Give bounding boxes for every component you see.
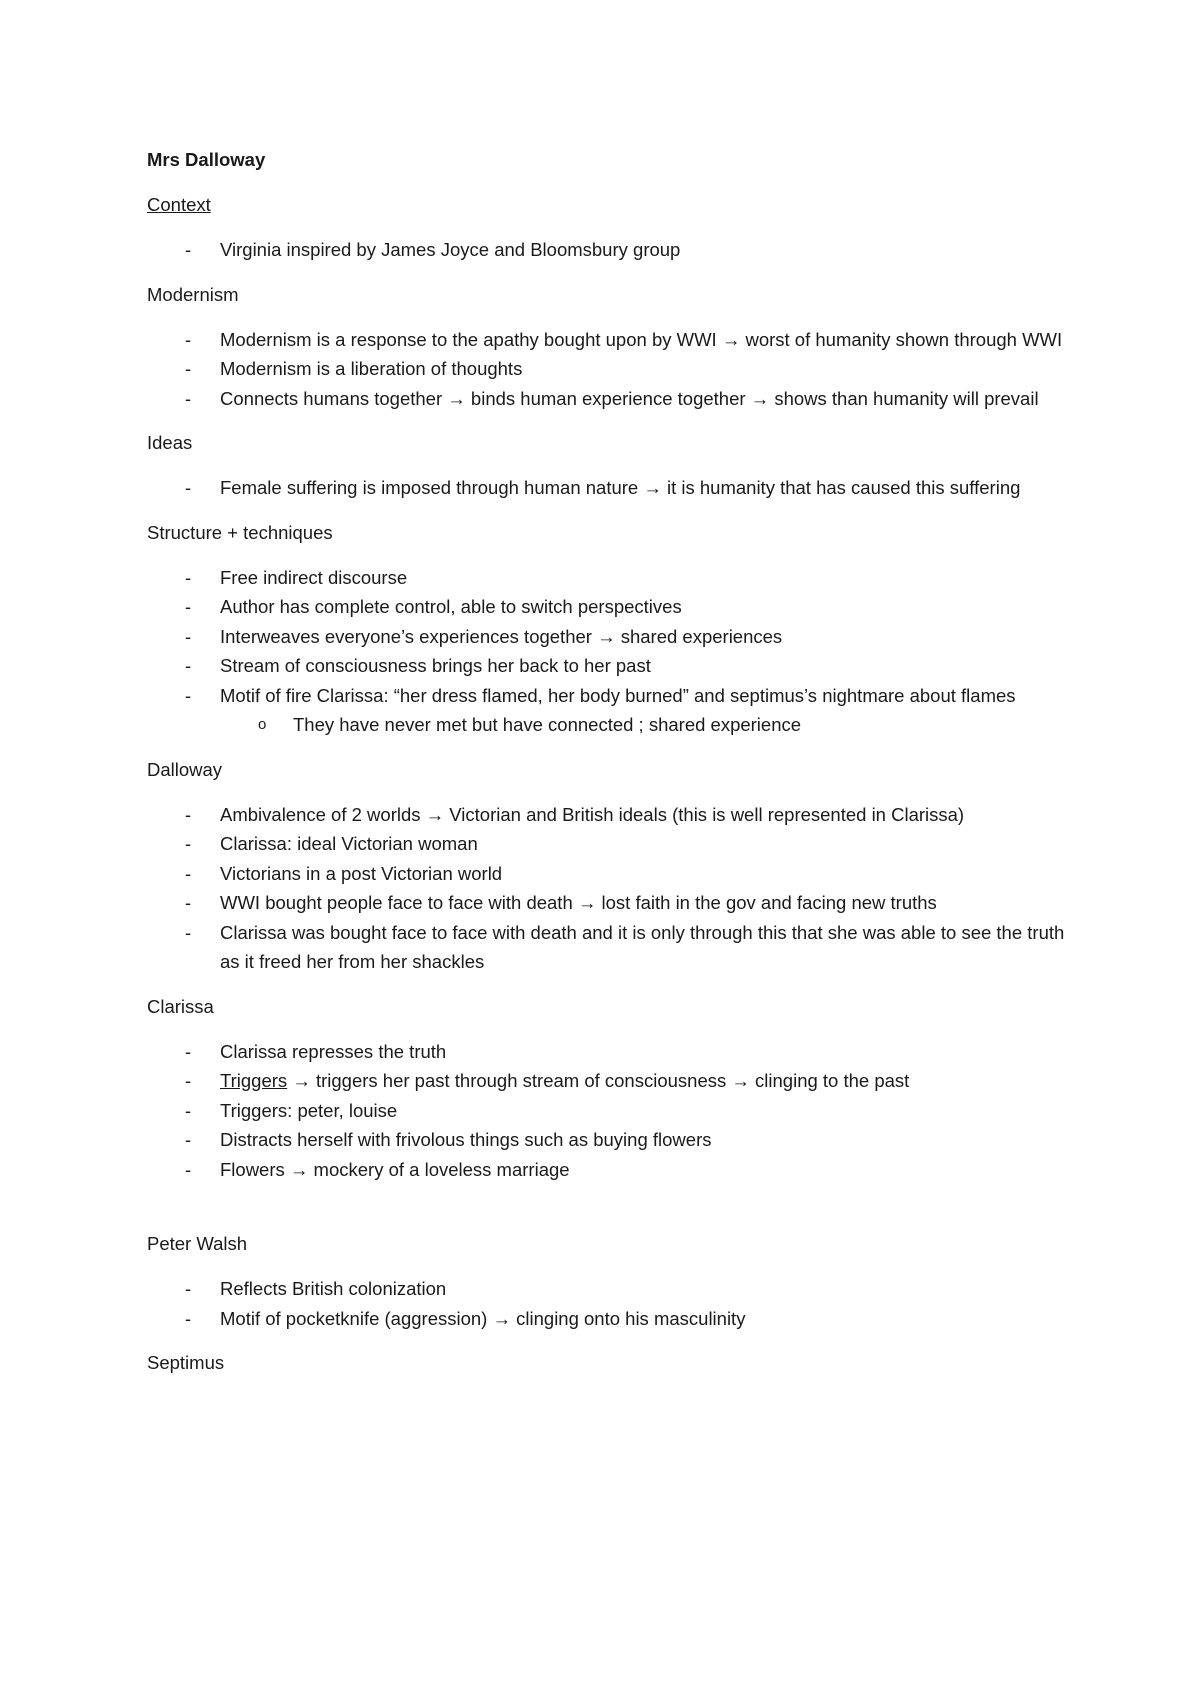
dash-bullet: - (185, 1040, 192, 1062)
dalloway-list (147, 800, 1067, 977)
document-body (147, 145, 1067, 1393)
sub-list (220, 710, 1067, 740)
dash-bullet: - (185, 328, 192, 350)
arrow-icon: → (750, 387, 770, 409)
arrow-icon: → (597, 625, 616, 647)
list-item: - Connects humans together → binds human experience together → shows than humanity will prevail (147, 384, 1067, 414)
dash-bullet: - (185, 921, 192, 943)
dash-bullet: - (185, 1278, 192, 1299)
dash-bullet: - (185, 239, 192, 260)
list-item: - Stream of consciousness brings her back to her past (147, 651, 1067, 681)
dash-bullet: - (185, 1158, 192, 1180)
peter-walsh-list (147, 1274, 1067, 1333)
section-heading-modernism: Modernism (147, 283, 239, 305)
section-heading-ideas: Ideas (147, 432, 193, 453)
list-item: - Triggers → triggers her past through stream of consciousness → clinging to the past (147, 1066, 1067, 1096)
section-heading-dalloway: Dalloway (147, 758, 223, 780)
list-item: - Triggers: peter, louise (147, 1096, 1067, 1126)
section-heading-context: Context (147, 194, 211, 215)
list-item: - WWI bought people face to face with death → lost faith in the gov and facing new truths (147, 888, 1067, 918)
dash-bullet: - (185, 684, 192, 706)
dash-bullet: - (185, 862, 192, 884)
list-item: - Ambivalence of 2 worlds → Victorian and British ideals (this is well represented in Clarissa) (147, 800, 1067, 830)
list-item: - Interweaves everyone’s experiences together → shared experiences (147, 622, 1067, 652)
ideas-list (147, 473, 1067, 503)
list-item: - Free indirect discourse (147, 563, 1067, 593)
arrow-icon: → (289, 1158, 309, 1180)
dash-bullet: - (185, 1129, 192, 1150)
arrow-icon: → (425, 803, 445, 825)
list-item: - Female suffering is imposed through human nature → it is humanity that has caused this suffering (147, 473, 1067, 503)
section-heading-peter-walsh: Peter Walsh (147, 1233, 248, 1254)
arrow-icon: → (721, 328, 741, 350)
dash-bullet: - (185, 625, 192, 647)
arrow-icon: → (643, 477, 662, 498)
dash-bullet: - (185, 1099, 192, 1121)
section-heading-clarissa: Clarissa (147, 995, 214, 1017)
dash-bullet: - (185, 596, 192, 617)
dash-bullet: - (185, 566, 192, 588)
dash-bullet: - (185, 1070, 192, 1091)
document-title: Mrs Dalloway (147, 149, 266, 170)
modernism-list (147, 325, 1067, 414)
arrow-icon: → (492, 1307, 511, 1329)
context-list (147, 235, 1067, 265)
list-item: - Modernism is a response to the apathy bought upon by WWI → worst of humanity shown through WWI (147, 325, 1067, 355)
underlined-term: Triggers (220, 1070, 288, 1091)
list-item: - Motif of pocketknife (aggression) → clinging onto his masculinity (147, 1304, 1067, 1334)
dash-bullet: - (185, 477, 192, 498)
list-item: - Flowers → mockery of a loveless marriage (147, 1155, 1067, 1185)
clarissa-list (147, 1037, 1067, 1185)
list-item: - Distracts herself with frivolous things such as buying flowers (147, 1125, 1067, 1155)
list-item: - Reflects British colonization (147, 1274, 1067, 1304)
arrow-icon: → (731, 1070, 750, 1091)
list-item: - Virginia inspired by James Joyce and Bloomsbury group (147, 235, 1067, 265)
dash-bullet: - (185, 1307, 192, 1329)
dash-bullet: - (185, 803, 192, 825)
list-item: - Clarissa was bought face to face with death and it is only through this that she was able to see the truth as it freed her from her shackles (147, 918, 1067, 977)
list-item: - Motif of fire Clarissa: “her dress flamed, her body burned” and septimus’s nightmare about flames o They have never met but have connected ; shared experience (147, 681, 1067, 740)
sub-list-item: o They have never met but have connected ; shared experience (220, 710, 1067, 740)
dash-bullet: - (185, 358, 192, 379)
list-item: - Victorians in a post Victorian world (147, 859, 1067, 889)
dash-bullet: - (185, 833, 192, 854)
dash-bullet: - (185, 655, 192, 676)
structure-list (147, 563, 1067, 740)
dash-bullet: - (185, 892, 192, 913)
section-heading-structure: Structure + techniques (147, 521, 333, 543)
dash-bullet: - (185, 387, 192, 409)
list-item: - Clarissa: ideal Victorian woman (147, 829, 1067, 859)
list-item: - Clarissa represses the truth (147, 1037, 1067, 1067)
arrow-icon: → (577, 892, 597, 913)
arrow-icon: → (447, 387, 466, 409)
list-item: - Modernism is a liberation of thoughts (147, 354, 1067, 384)
circle-bullet: o (258, 716, 267, 733)
arrow-icon: → (292, 1070, 311, 1091)
list-item: - Author has complete control, able to switch perspectives (147, 592, 1067, 622)
section-heading-septimus: Septimus (147, 1352, 225, 1373)
blank-line (147, 1199, 1067, 1229)
